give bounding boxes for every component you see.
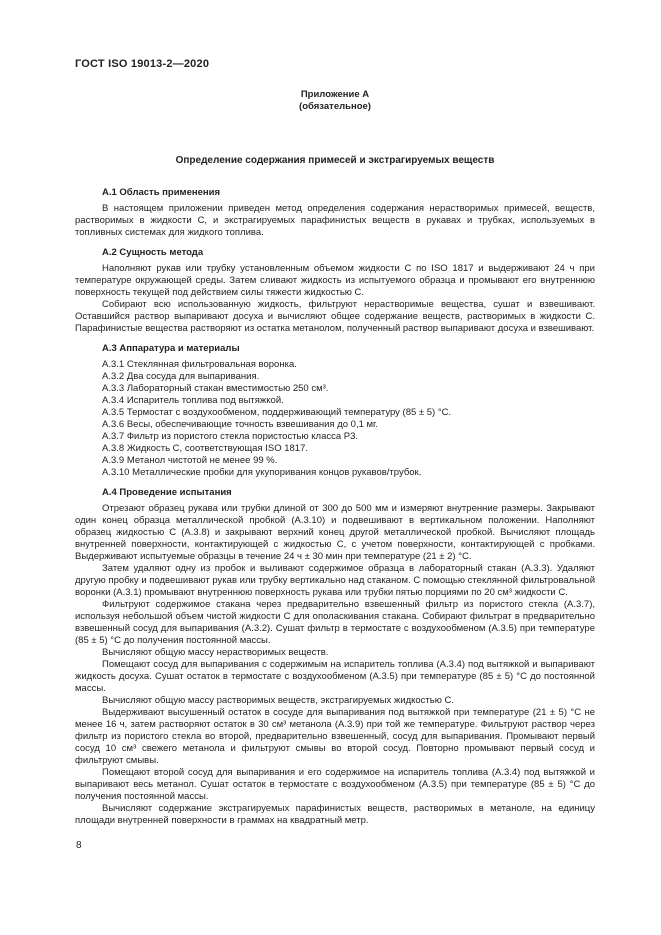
section-heading: А.2 Сущность метода [102,247,204,258]
list-item: А.3.2 Два сосуда для выпаривания. [102,371,260,382]
paragraph: Выдерживают высушенный остаток в сосуде для выпаривания под вытяжкой при температуре (21 ± 5) °С не менее 16 ч, затем растворяют остаток в 30 см³ метанола (А.3.9) при той же температуре. Фильтруют раствор через фильтр из пористого стекла во второй, предварительно взвешенный, сосуд для выпаривания. Промывают первый сосуд 10 см³ свежего метанола и фильтруют смывы во второй сосуд. Повторно промывают первый сосуд и фильтруют смывы. [75,707,595,766]
page-number: 8 [76,840,82,851]
section-heading: А.3 Аппаратура и материалы [102,343,240,354]
paragraph: Вычисляют общую массу растворимых веществ, экстрагируемых жидкостью С. [102,695,454,706]
paragraph: В настоящем приложении приведен метод определения содержания нерастворимых примесей, веществ, растворимых в жидкости С, и экстрагируемых парафинистых веществ в рукавах и трубках, используемых в топливных системах для жидкого топлива. [75,203,595,238]
section-heading: А.1 Область применения [102,187,221,198]
paragraph: Помещают второй сосуд для выпаривания и его содержимое на испаритель топлива (А.3.4) под вытяжкой и выпаривают весь метанол. Сушат остаток в термостате с воздухообменом (А.3.5) при температуре (85 ± 5) °С до получения постоянной массы. [75,767,595,802]
annex-label: Приложение А [300,89,370,100]
paragraph: Вычисляют содержание экстрагируемых парафинистых веществ, растворимых в метаноле, на единицу площади внутренней поверхности в граммах на квадратный метр. [75,803,595,826]
paragraph: Отрезают образец рукава или трубки длиной от 300 до 500 мм и измеряют внутренние размеры. Закрывают один конец образца металлической пробкой (А.3.10) и подвешивают в вертикальном положении. Наполняют образец жидкостью С (А.3.8) и закрывают верхний конец другой металлической пробкой. Вычисляют площадь внутренней поверхности, контактирующей с жидкостью С, с учетом поверхности, контактирующей с пробками. Выдерживают испытуемые образцы в течение 24 ч ± 30 мин при температуре (21 ± 2) °С. [75,503,595,562]
annex-obligation: (обязательное) [299,101,371,112]
section-heading: А.4 Проведение испытания [102,487,232,498]
paragraph: Собирают всю использованную жидкость, фильтруют нерастворимые вещества, сушат и взвешивают. Оставшийся раствор выпаривают досуха и вычисляют общее содержание веществ, растворимых в жидкости С. Парафинистые вещества растворяют из остатка метанолом, полученный раствор выпаривают досуха и взвешивают. [75,299,595,334]
list-item: А.3.9 Метанол чистотой не менее 99 %. [102,455,278,466]
running-header: ГОСТ ISO 19013-2—2020 [75,58,210,70]
section-a1-scope [75,187,595,239]
section-a4-procedure [75,487,595,827]
list-item: А.3.1 Стеклянная фильтровальная воронка. [102,359,297,370]
paragraph: Затем удаляют одну из пробок и выливают содержимое образца в лабораторный стакан (А.3.3). Удаляют другую пробку и подвешивают рукав или трубку вертикально над стаканом. С помощью стеклянной фильтровальной воронки (А.3.1) промывают внутреннюю поверхность рукава или трубки пятью порциями по 20 см³ жидкости С. [75,563,595,598]
section-a2-principle [75,247,595,335]
list-item: А.3.6 Весы, обеспечивающие точность взвешивания до 0,1 мг. [102,419,378,430]
list-item: А.3.10 Металлические пробки для укупоривания концов рукавов/трубок. [102,467,422,478]
list-item: А.3.7 Фильтр из пористого стекла пористостью класса Р3. [102,431,359,442]
paragraph: Наполняют рукав или трубку установленным объемом жидкости С по ISO 1817 и выдерживают 24 ч при температуре окружающей среды. Затем сливают жидкость из испытуемого образца и промывают его внутреннюю поверхность текущей под действием силы тяжести жидкостью С. [75,263,595,298]
paragraph: Вычисляют общую массу нерастворимых веществ. [102,647,329,658]
paragraph: Фильтруют содержимое стакана через предварительно взвешенный фильтр из пористого стекла (А.3.7), используя небольшой объем чистой жидкости С для ополаскивания стакана. Собирают фильтрат в предварительно взвешенный сосуд для выпаривания (А.3.2). Сушат фильтр в термостате с воздухообменом (А.3.5) при температуре (85 ± 5) °С до получения постоянной массы. [75,599,595,646]
list-item: А.3.8 Жидкость С, соответствующая ISO 1817. [102,443,309,454]
list-item: А.3.4 Испаритель топлива под вытяжкой. [102,395,284,406]
annex-title: Определение содержания примесей и экстрагируемых веществ [175,155,495,166]
list-item: А.3.3 Лабораторный стакан вместимостью 250 см³. [102,383,329,394]
section-a3-apparatus [75,343,595,479]
paragraph: Помещают сосуд для выпаривания с содержимым на испаритель топлива (А.3.4) под вытяжкой и выпаривают жидкость досуха. Сушат остаток в термостате с воздухообменом (А.3.5) при температуре (85 ± 5) °С до постоянной массы. [75,659,595,694]
list-item: А.3.5 Термостат с воздухообменом, поддерживающий температуру (85 ± 5) °С. [102,407,452,418]
